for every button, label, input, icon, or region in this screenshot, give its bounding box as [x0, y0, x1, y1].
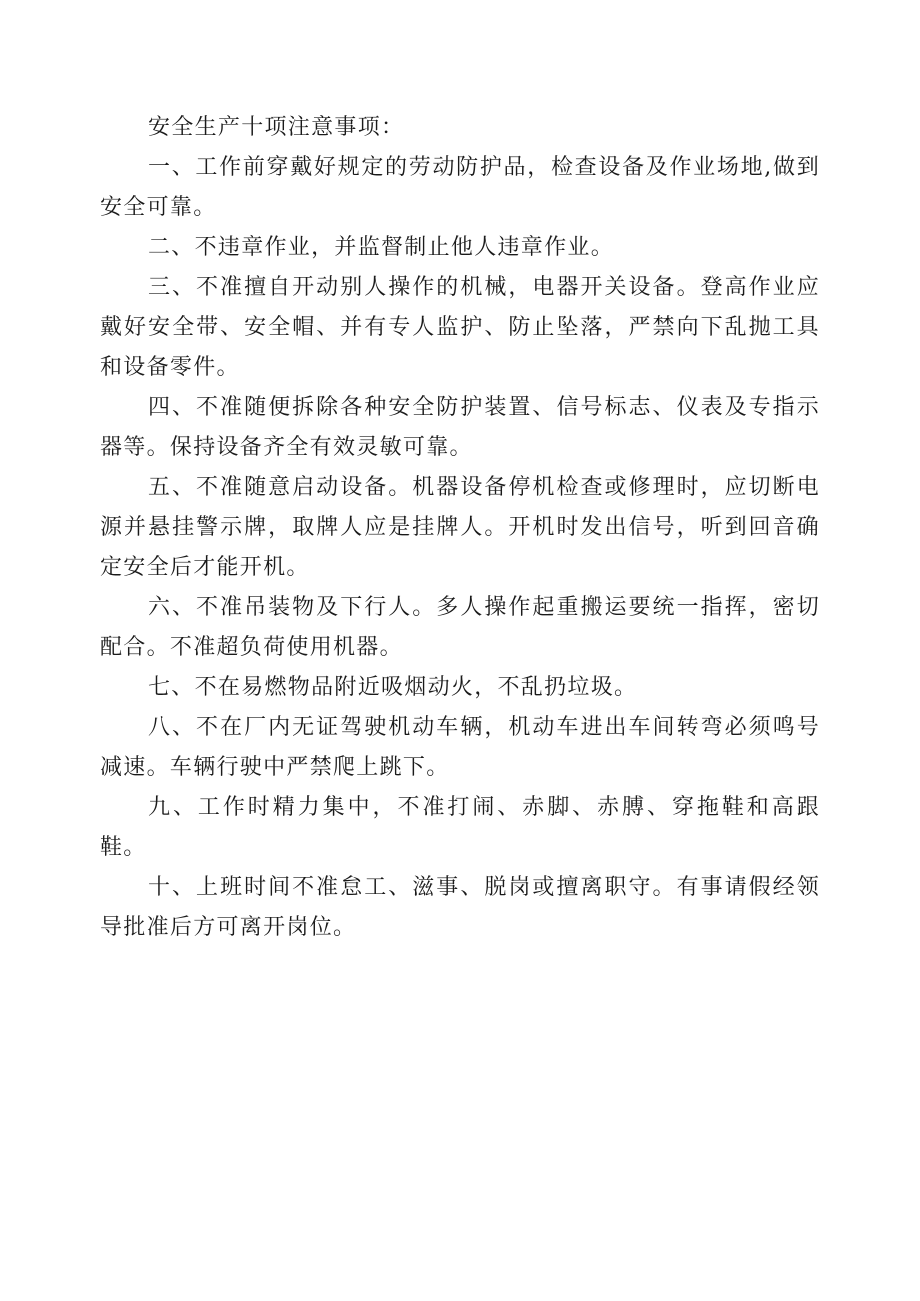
rule-item-10: 十、上班时间不准怠工、滋事、脱岗或擅离职守。有事请假经领导批准后方可离开岗位。 — [100, 875, 820, 940]
rule-item-3: 三、不准擅自开动别人操作的机械，电器开关设备。登高作业应戴好安全带、安全帽、并有专人监护、防止坠落，严禁向下乱抛工具和设备零件。 — [100, 275, 820, 380]
rule-item-7: 七、不在易燃物品附近吸烟动火，不乱扔垃圾。 — [148, 675, 638, 700]
document-heading: 安全生产十项注意事项： — [148, 115, 405, 140]
rule-item-1: 一、工作前穿戴好规定的劳动防护品，检查设备及作业场地,做到安全可靠。 — [100, 155, 820, 220]
document-body — [100, 108, 820, 948]
rule-item-6: 六、不准吊装物及下行人。多人操作起重搬运要统一指挥，密切配合。不准超负荷使用机器。 — [100, 595, 820, 660]
rule-item-9: 九、工作时精力集中，不准打闹、赤脚、赤膊、穿拖鞋和高跟鞋。 — [100, 795, 820, 860]
rule-item-8: 八、不在厂内无证驾驶机动车辆，机动车进出车间转弯必须鸣号减速。车辆行驶中严禁爬上跳下。 — [100, 715, 820, 780]
rule-item-4: 四、不准随便拆除各种安全防护装置、信号标志、仪表及专指示器等。保持设备齐全有效灵敏可靠。 — [100, 395, 820, 460]
rule-item-2: 二、不违章作业，并监督制止他人违章作业。 — [148, 235, 615, 260]
rule-item-5: 五、不准随意启动设备。机器设备停机检查或修理时，应切断电源并悬挂警示牌，取牌人应是挂牌人。开机时发出信号，听到回音确定安全后才能开机。 — [100, 475, 820, 580]
